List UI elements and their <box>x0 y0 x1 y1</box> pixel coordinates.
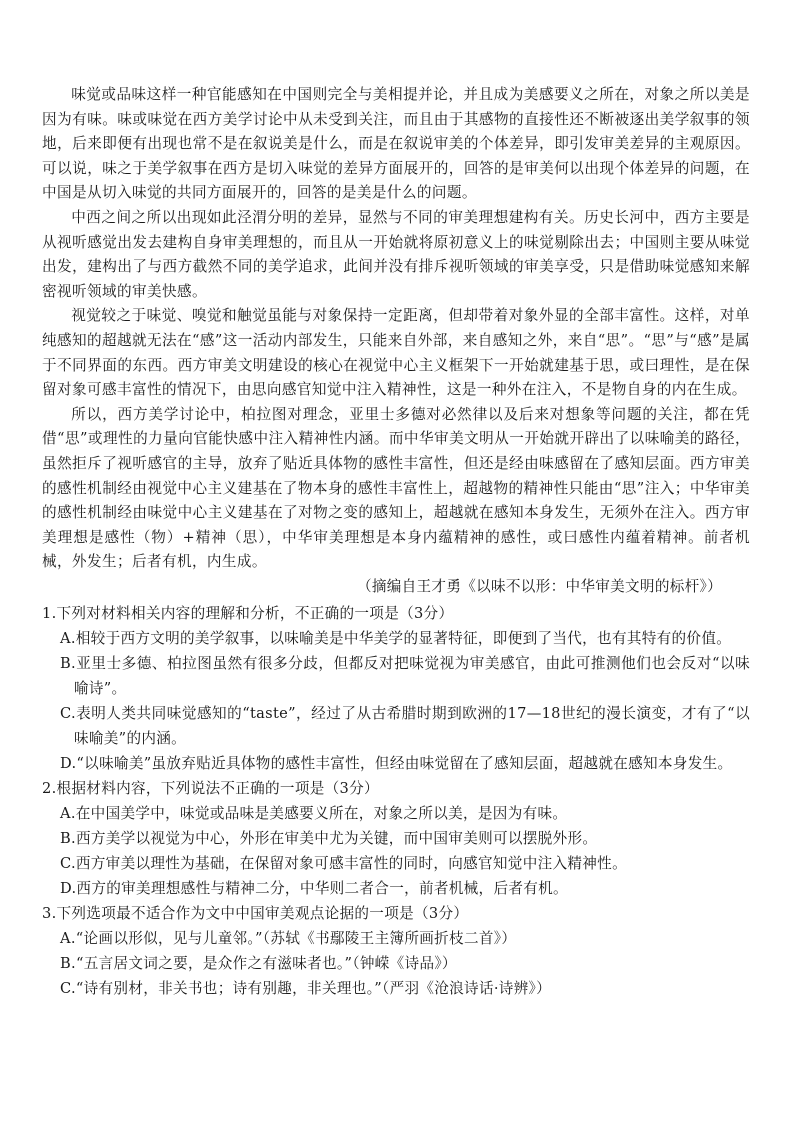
reading-passage <box>42 83 750 599</box>
question-3 <box>42 901 750 1001</box>
option-c: C.“诗有别材，非关书也；诗有别趣，非关理也。”（严羽《沧浪诗话·诗辨》） <box>60 980 552 998</box>
passage-paragraph-2: 中西之间之所以出现如此泾渭分明的差异，显然与不同的审美理想建构有关。历史长河中，西方主要是从视听感觉出发去建构自身审美理想的，而且从一开始就将原初意义上的味觉剔除出去；中国则主要从味觉出发，建构出了与西方截然不同的美学追求，此间并没有排斥视听领域的审美享受，只是借助味觉感知来解密视听领域的审美快感。 <box>42 208 750 300</box>
passage-paragraph-3: 视觉较之于味觉、嗅觉和触觉虽能与对象保持一定距离，但却带着对象外显的全部丰富性。这样，对单纯感知的超越就无法在“感”这一活动内部发生，只能来自外部，来自感知之外，来自“思”。“思”与“感”是属于不同界面的东西。西方审美文明建设的核心在视觉中心主义框架下一开始就建基于思，或曰理性，是在保留对象可感丰富性的情况下，由思向感官知觉中注入精神性，这是一种外在注入，不是物自身的内在生成。 <box>42 307 750 399</box>
option-a: A.在中国美学中，味觉或品味是美感要义所在，对象之所以美，是因为有味。 <box>60 805 568 823</box>
option-a: A.相较于西方文明的美学叙事，以味喻美是中华美学的显著特征，即便到了当代，也有其特有的价值。 <box>60 630 732 648</box>
question-stem: 2.根据材料内容，下列说法不正确的一项是（3分） <box>42 780 379 798</box>
passage-paragraph-4: 所以，西方美学讨论中，柏拉图对理念，亚里士多德对必然律以及后来对想象等问题的关注，都在凭借“思”或理性的力量向官能快感中注入精神性内涵。而中华审美文明从一开始就开辟出了以味喻美的路径，虽然拒斥了视听感官的主导，放弃了贴近具体物的感性丰富性，但还是经由味感留在了感知层面。西方审美的感性机制经由视觉中心主义建基在了物本身的感性丰富性上，超越物的精神性只能由“思”注入；中华审美的感性机制经由味觉中心主义建基在了对物之变的感知上，超越就在感知本身发生，无须外在注入。西方审美理想是感性（物）+精神（思），中华审美理想是本身内蕴精神的感性，或曰感性内蕴着精神。前者机械，外发生；后者有机，内生成。 <box>42 405 750 571</box>
passage-paragraph-1: 味觉或品味这样一种官能感知在中国则完全与美相提并论，并且成为美感要义之所在，对象之所以美是因为有味。味或味觉在西方美学讨论中从未受到关注，而且由于其感物的直接性还不断被逐出美学叙事的领地，后来即便有出现也常不是在叙说美是什么，而是在叙说审美的个体差异，即引发审美差异的主观原因。可以说，味之于美学叙事在西方是切入味觉的差异方面展开的，回答的是审美何以出现个体差异的问题，在中国是从切入味觉的共同方面展开的，回答的是美是什么的问题。 <box>42 86 750 202</box>
question-1 <box>42 601 750 776</box>
option-d: D.“以味喻美”虽放弃贴近具体物的感性丰富性，但经由味觉留在了感知层面，超越就在感知本身发生。 <box>60 755 733 773</box>
option-c: C.西方审美以理性为基础，在保留对象可感丰富性的同时，向感官知觉中注入精神性。 <box>60 855 627 873</box>
question-list <box>42 601 750 1001</box>
option-d: D.西方的审美理想感性与精神二分，中华则二者合一，前者机械，后者有机。 <box>60 880 568 898</box>
option-b: B.西方美学以视觉为中心，外形在审美中尤为关键，而中国审美则可以摆脱外形。 <box>60 830 598 848</box>
question-stem: 3.下列选项最不适合作为文中中国审美观点论据的一项是（3分） <box>42 905 469 923</box>
passage-source: （摘编自王才勇《以味不以形：中华审美文明的标杆》） <box>356 577 722 595</box>
option-c: C.表明人类共同味觉感知的“taste”，经过了从古希腊时期到欧洲的17—18世纪的漫长演变，才有了“以味喻美”的内涵。 <box>60 705 750 748</box>
option-a: A.“论画以形似，见与儿童邻。”（苏轼《书鄢陵王主簿所画折枝二首》） <box>60 930 517 948</box>
question-2 <box>42 776 750 901</box>
option-b: B.亚里士多德、柏拉图虽然有很多分歧，但都反对把味觉视为审美感官，由此可推测他们也会反对“以味喻诗”。 <box>60 655 750 698</box>
question-stem: 1.下列对材料相关内容的理解和分析，不正确的一项是（3分） <box>42 605 454 623</box>
option-b: B.“五言居文词之要，是众作之有滋味者也。”（钟嵘《诗品》） <box>60 955 457 973</box>
